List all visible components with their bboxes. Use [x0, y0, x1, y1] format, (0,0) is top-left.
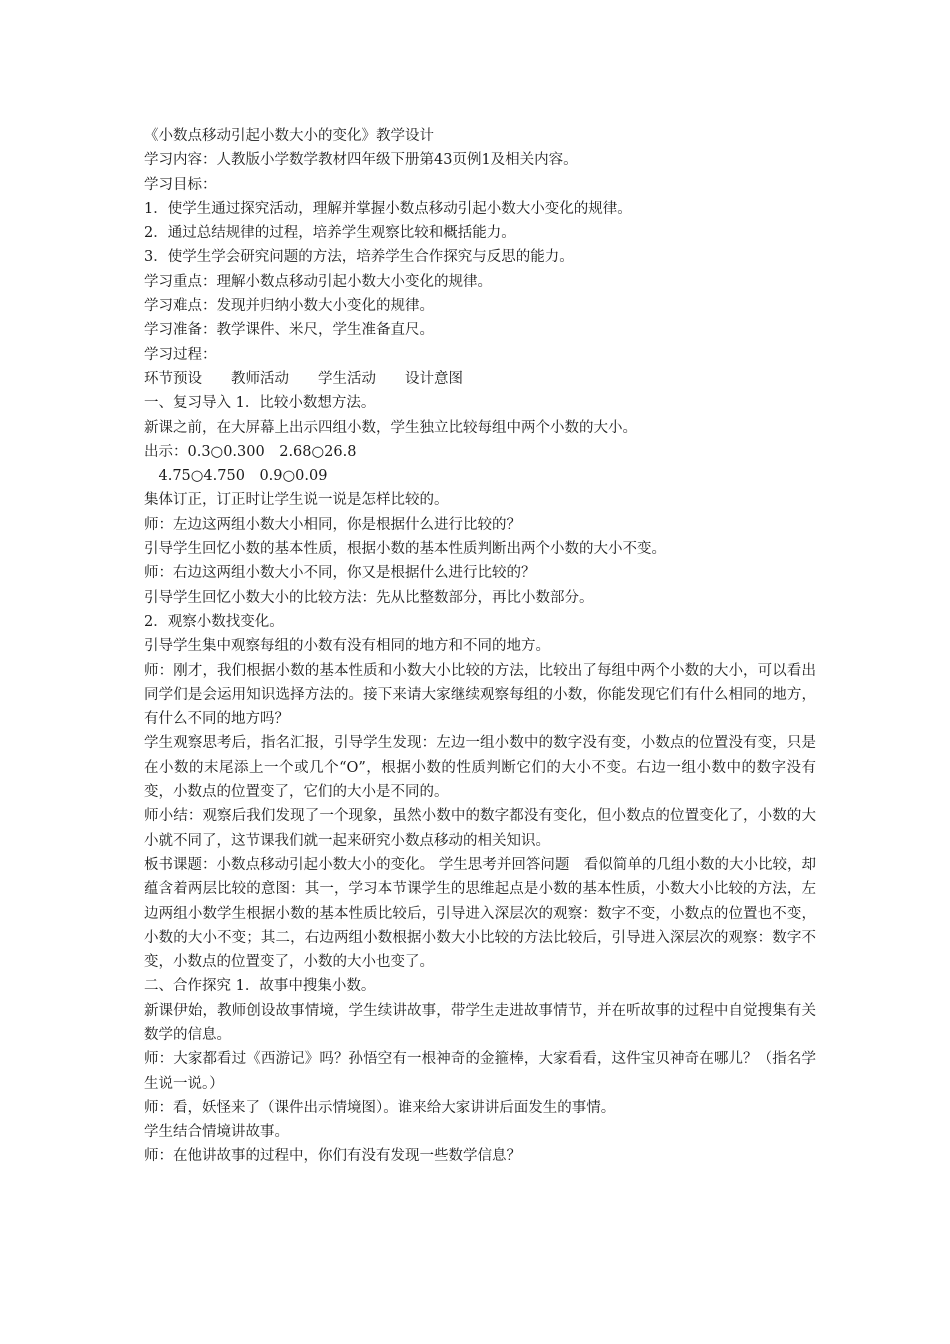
- paragraph: 师：右边这两组小数大小不同，你又是根据什么进行比较的？: [144, 565, 536, 582]
- paragraph-objective-3: 3．使学生学会研究问题的方法，培养学生合作探究与反思的能力。: [144, 249, 574, 266]
- paragraph-table-header: 环节预设 教师活动 学生活动 设计意图: [144, 370, 463, 387]
- paragraph: 师：刚才，我们根据小数的基本性质和小数大小比较的方法，比较出了每组中两个小数的大小，可以看出同学们是会运用知识选择方法的。接下来请大家继续观察每组的小数，你能发现它们有什么相同的地方，有什么不同的地方吗？: [144, 662, 816, 728]
- paragraph-section-1: 一、复习导入 1．比较小数想方法。: [144, 395, 376, 412]
- paragraph: 集体订正，订正时让学生说一说是怎样比较的。: [144, 492, 449, 509]
- paragraph: 引导学生回忆小数的基本性质，根据小数的基本性质判断出两个小数的大小不变。: [144, 541, 666, 558]
- paragraph-show-numbers-2: 4.75○4.750 0.9○0.09: [144, 468, 328, 485]
- paragraph: 师：大家都看过《西游记》吗？孙悟空有一根神奇的金箍棒，大家看看，这件宝贝神奇在哪儿？（指名学生说一说。）: [144, 1051, 816, 1092]
- document-title: 《小数点移动引起小数大小的变化》教学设计: [144, 128, 434, 144]
- paragraph: 师小结：观察后我们发现了一个现象，虽然小数中的数字都没有变化，但小数点的位置变化了，小数的大小就不同了，这节课我们就一起来研究小数点移动的相关知识。: [144, 808, 816, 849]
- paragraph: 学生观察思考后，指名汇报，引导学生发现：左边一组小数中的数字没有变，小数点的位置没有变，只是在小数的末尾添上一个或几个“O”，根据小数的性质判断它们的大小不变。右边一组小数中的数字没有变，小数点的位置变了，它们的大小是不同的。: [144, 735, 816, 801]
- paragraph: 引导学生回忆小数大小的比较方法：先从比整数部分，再比小数部分。: [144, 589, 594, 606]
- paragraph: 师：在他讲故事的过程中，你们有没有发现一些数学信息？: [144, 1148, 521, 1165]
- paragraph: 新课伊始，教师创设故事情境，学生续讲故事，带学生走进故事情节，并在听故事的过程中自觉搜集有关数学的信息。: [144, 1002, 816, 1043]
- paragraph-key-point: 学习重点：理解小数点移动引起小数大小变化的规律。: [144, 273, 492, 290]
- paragraph-difficulty: 学习难点：发现并归纳小数大小变化的规律。: [144, 298, 434, 315]
- paragraph-objectives-heading: 学习目标：: [144, 176, 217, 193]
- paragraph-step-2: 2．观察小数找变化。: [144, 613, 284, 630]
- paragraph: 师：左边这两组小数大小相同，你是根据什么进行比较的？: [144, 516, 521, 533]
- paragraph-objective-2: 2．通过总结规律的过程，培养学生观察比较和概括能力。: [144, 225, 516, 242]
- paragraph: 新课之前，在大屏幕上出示四组小数，学生独立比较每组中两个小数的大小。: [144, 419, 637, 436]
- paragraph-preparation: 学习准备：教学课件、米尺，学生准备直尺。: [144, 322, 434, 339]
- paragraph: 板书课题：小数点移动引起小数大小的变化。 学生思考并回答问题 看似简单的几组小数的大小比较，却蕴含着两层比较的意图：其一，学习本节课学生的思维起点是小数的基本性质，小数大小比较的方法，左边两组小数学生根据小数的基本性质比较后，引导进入深层次的观察：数字不变，小数点的位置也不变，小数的大小不变；其二，右边两组小数根据小数大小比较的方法比较后，引导进入深层次的观察：数字不变，小数点的位置变了，小数的大小也变了。: [144, 856, 816, 971]
- paragraph-show-numbers: 出示：0.3○0.300 2.68○26.8: [144, 443, 357, 460]
- paragraph-objective-1: 1．使学生通过探究活动，理解并掌握小数点移动引起小数大小变化的规律。: [144, 200, 632, 217]
- document-page: [144, 124, 816, 1169]
- paragraph-process-heading: 学习过程：: [144, 346, 217, 363]
- paragraph-section-2: 二、合作探究 1．故事中搜集小数。: [144, 978, 376, 995]
- paragraph: 师：看，妖怪来了（课件出示情境图）。谁来给大家讲讲后面发生的事情。: [144, 1099, 616, 1116]
- paragraph: 引导学生集中观察每组的小数有没有相同的地方和不同的地方。: [144, 638, 550, 655]
- paragraph-content: 学习内容：人教版小学数学教材四年级下册第43页例1及相关内容。: [144, 152, 578, 169]
- paragraph: 学生结合情境讲故事。: [144, 1124, 289, 1141]
